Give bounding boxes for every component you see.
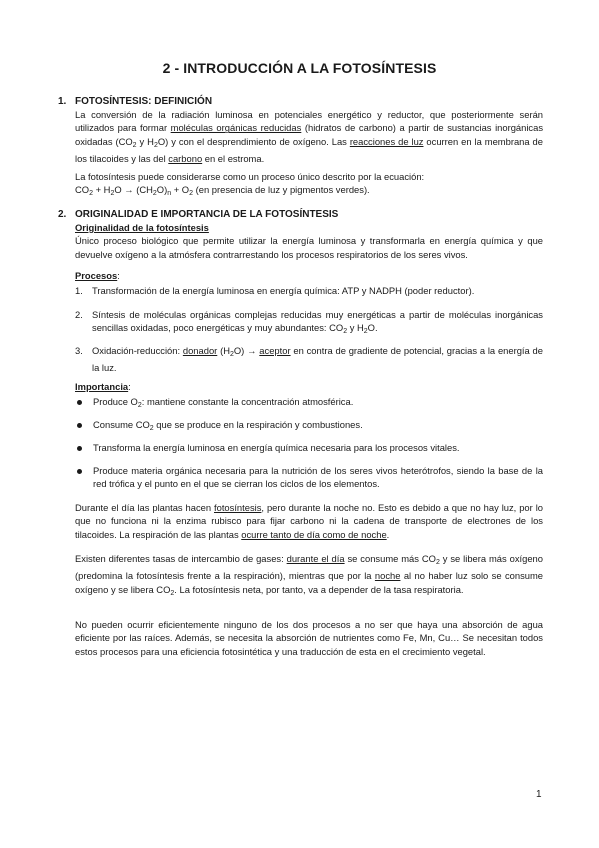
section-2-title: ORIGINALIDAD E IMPORTANCIA DE LA FOTOSÍNTESIS bbox=[75, 209, 339, 220]
section-1-heading bbox=[58, 95, 212, 108]
list-item: Produce $O_2$: mantiene constante la concentración atmosférica. bbox=[75, 395, 543, 412]
importancia-list-2 bbox=[75, 418, 543, 435]
section-1-body bbox=[75, 108, 543, 166]
originality-text: Único proceso biológico que permite utilizar la energía luminosa y transformarla en energía química y que devuelve oxígeno a la atmósfera contrarrestando los procesos respiratorios de los seres vivos. bbox=[75, 235, 543, 260]
procesos-list-2 bbox=[75, 308, 543, 339]
originality-block bbox=[75, 221, 543, 261]
bullet-icon bbox=[77, 469, 82, 474]
importancia-list bbox=[75, 395, 543, 412]
list-item: 1. Transformación de la energía luminosa en energía química: ATP y NADPH (poder reductor). bbox=[75, 285, 475, 296]
page-number: 1 bbox=[536, 789, 542, 800]
gas-exchange-paragraph: Existen diferentes tasas de intercambio de gases: durante el día se consume más $CO_2$ y se libera más oxígeno (predomina la fotosíntesis frente a la respiración), mientras que por la noche al no haber luz solo se consume oxígeno y se libera $CO_2$. La fotosíntesis neta, por tanto, va a depender de la tasa respiratoria. bbox=[75, 553, 543, 597]
procesos-list-3 bbox=[75, 344, 543, 375]
equation-intro: La fotosíntesis puede considerarse como un proceso único descrito por la ecuación: bbox=[75, 171, 425, 182]
final-paragraph: No pueden ocurrir eficientemente ninguno de los dos procesos a no ser que haya una absorción de agua eficiente por las raíces. Además, se necesita la absorción de nutrientes como Fe, Mn, Cu… Se necesitan todos estos procesos para una eficiencia fotosintética y una traducción de esta en el crecimiento vegetal. bbox=[75, 619, 543, 657]
list-item: Transforma la energía luminosa en energía química necesaria para los procesos vitales. bbox=[75, 441, 543, 454]
importancia-heading: Importancia: bbox=[75, 381, 131, 392]
list-item: 2. Síntesis de moléculas orgánicas complejas reducidas muy energéticas a partir de moléculas inorgánicas sencillas oxidadas, poco energéticas y muy abundantes: $CO_2$ y $H_2O$. bbox=[75, 309, 543, 336]
bullet-icon bbox=[77, 423, 82, 428]
equation-block bbox=[75, 170, 543, 201]
bullet-icon bbox=[77, 446, 82, 451]
bullet-icon bbox=[77, 400, 82, 405]
list-item: Produce materia orgánica necesaria para la nutrición de los seres vivos heterótrofos, siendo la base de la red trófica y el punto en el que se cierran los ciclos de los elementos. bbox=[75, 464, 543, 491]
originality-heading: Originalidad de la fotosíntesis bbox=[75, 222, 209, 233]
list-item: 3. Oxidación-reducción: donador $(H_2O)$ → aceptor en contra de gradiente de potencial, gracias a la energía de la luz. bbox=[75, 345, 543, 374]
importancia-list-4 bbox=[75, 464, 543, 491]
section-2-number: 2. bbox=[58, 209, 67, 220]
definition-paragraph: La conversión de la radiación luminosa en potenciales energético y reductor, que posteriormente serán utilizados para formar moléculas orgánicas reducidas (hidratos de carbono) a partir de sustancias inorgánicas oxidadas ($CO_2$ y $H_2O$) y con el desprendimiento de oxígeno. Las reacciones de luz ocurren en la membrana de los tilacoides y las del carbono en el estroma. bbox=[75, 109, 544, 165]
procesos-list bbox=[75, 284, 543, 297]
procesos-heading: Procesos: bbox=[75, 270, 120, 281]
section-2-heading bbox=[58, 208, 338, 221]
importancia-list-3 bbox=[75, 441, 543, 454]
list-item: Consume $CO_2$ que se produce en la respiración y combustiones. bbox=[75, 418, 543, 435]
section-1-title: FOTOSÍNTESIS: DEFINICIÓN bbox=[75, 96, 213, 107]
day-night-paragraph: Durante el día las plantas hacen fotosíntesis, pero durante la noche no. Esto es debido a que no hay luz, por lo que no funciona ni la enzima rubisco para fijar carbono ni la cadena de transporte de electrones de los tilacoides. La respiración de las plantas ocurre tanto de día como de noche. bbox=[75, 502, 543, 540]
section-1-number: 1. bbox=[58, 96, 67, 107]
page-title: 2 - INTRODUCCIÓN A LA FOTOSÍNTESIS bbox=[162, 60, 437, 76]
photosynthesis-equation: $CO_2 + H_2O \to (CH_2O)_n + O_2$ (en presencia de luz y pigmentos verdes). bbox=[75, 184, 370, 198]
